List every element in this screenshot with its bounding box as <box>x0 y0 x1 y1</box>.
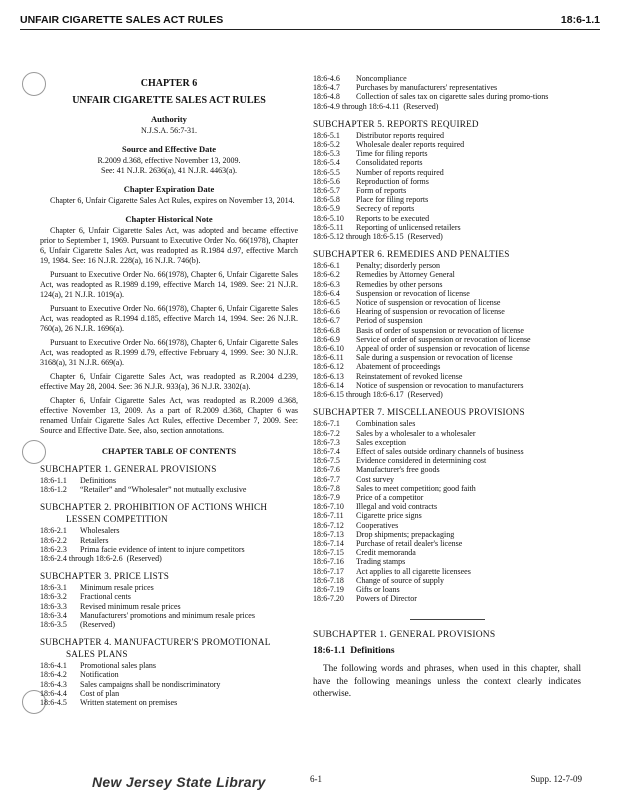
toc-section-number: 18:6-7.2 <box>313 428 340 438</box>
toc-section-number: 18:6-5.8 <box>313 195 340 205</box>
toc-section-title: Collection of sales tax on cigarette sales during promo-tions <box>356 92 549 102</box>
authority-heading: Authority <box>151 114 187 124</box>
subchapter-title: SUBCHAPTER 6. REMEDIES AND PENALTIES <box>313 249 510 260</box>
running-header <box>20 6 600 30</box>
toc-list <box>313 131 464 241</box>
toc-section-number: 18:6-6.12 <box>313 362 344 372</box>
toc-entry <box>313 344 531 353</box>
toc-entry <box>313 502 524 511</box>
toc-section-number: 18:6-3.3 <box>40 601 67 611</box>
toc-section-title: Manufacturer's free goods <box>356 465 440 475</box>
toc-section-title: Act applies to all cigarette licensees <box>356 566 471 576</box>
history-paragraph: Chapter 6, Unfair Cigarette Sales Act, was readopted as R.2004 d.239, effective May 28, 2004. See: 36 N.J.R. 933(a), 36 N.J.R. 3302(a). <box>40 372 298 391</box>
toc-section-number: 18:6-7.20 <box>313 594 344 604</box>
toc-section-title: Distributor reports required <box>356 130 444 140</box>
subchapter-heading: SUBCHAPTER 1. GENERAL PROVISIONS <box>313 630 496 641</box>
source-text: R.2009 d.368, effective November 13, 2009. <box>97 156 241 165</box>
toc-section-title: Reporting of unlicensed retailers <box>356 222 461 232</box>
toc-entry <box>313 232 464 241</box>
toc-section-title: Suspension or revocation of license <box>356 288 470 298</box>
toc-entry <box>40 611 255 620</box>
toc-entry <box>313 223 464 232</box>
toc-section-number: 18:6-5.3 <box>313 149 340 159</box>
toc-section-number: 18:6-6.6 <box>313 307 340 317</box>
toc-entry <box>40 526 245 535</box>
toc-section-number: 18:6-6.1 <box>313 261 340 271</box>
toc-section-title: (Reserved) <box>407 390 443 400</box>
toc-section-number: 18:6-5.6 <box>313 176 340 186</box>
toc-section-title: Manufacturers' promotions and minimum resale prices <box>80 610 255 620</box>
toc-section-number: 18:6-6.13 <box>313 371 344 381</box>
toc-list <box>40 476 246 494</box>
toc-section-number: 18:6-6.14 <box>313 380 344 390</box>
toc-list <box>40 583 255 629</box>
toc-section-number: 18:6-2.3 <box>40 544 67 554</box>
toc-entry <box>40 602 255 611</box>
toc-entry <box>40 680 220 689</box>
toc-section-number: 18:6-7.8 <box>313 483 340 493</box>
section-number: 18:6-1.1 <box>313 646 346 657</box>
toc-section-number: 18:6-4.8 <box>313 92 340 102</box>
toc-entry <box>313 131 464 140</box>
supplement-date: Supp. 12-7-09 <box>530 774 582 784</box>
toc-entry <box>313 140 464 149</box>
toc-section-title: Gifts or loans <box>356 584 400 594</box>
toc-section-title: Appeal of order of suspension or revocation of license <box>356 344 530 354</box>
toc-section-title: Secrecy of reports <box>356 204 415 214</box>
toc-section-title: Cigarette price signs <box>356 511 422 521</box>
subchapter-title: SUBCHAPTER 7. MISCELLANEOUS PROVISIONS <box>313 407 525 418</box>
toc-entry <box>40 670 220 679</box>
toc-entry <box>313 539 524 548</box>
toc-section-title: Purchases by manufacturers' representatives <box>356 83 498 93</box>
toc-section-title: Price of a competitor <box>356 492 424 502</box>
toc-right <box>313 119 581 604</box>
source-citation: See: 41 N.J.R. 2636(a), 41 N.J.R. 4463(a). <box>101 166 237 175</box>
toc-section-title: Purchase of retail dealer's license <box>356 538 463 548</box>
toc-section-title: (Reserved) <box>126 554 162 564</box>
toc-section-title: Revised minimum resale prices <box>80 601 181 611</box>
toc-section-title: Powers of Director <box>356 594 417 604</box>
toc-section-number: 18:6-7.5 <box>313 456 340 466</box>
toc-section-title: Combination sales <box>356 419 416 429</box>
toc-entry <box>313 362 531 371</box>
toc-entry <box>313 372 531 381</box>
toc-entry <box>313 195 464 204</box>
chapter-number: CHAPTER 6 <box>140 78 198 89</box>
toc-section-number: 18:6-2.4 through 18:6-2.6 <box>40 554 123 564</box>
toc-entry <box>313 83 548 92</box>
toc-section-number: 18:6-5.5 <box>313 167 340 177</box>
toc-section-title: Wholesalers <box>80 526 120 536</box>
toc-entry <box>313 557 524 566</box>
subchapter-title: SUBCHAPTER 3. PRICE LISTS <box>40 571 170 582</box>
toc-section-number: 18:6-4.1 <box>40 661 67 671</box>
toc-section-title: Written statement on premises <box>80 698 178 708</box>
toc-section-title: (Reserved) <box>80 620 116 630</box>
toc-section-title: Abatement of proceedings <box>356 362 441 372</box>
toc-section-number: 18:6-7.7 <box>313 474 340 484</box>
toc-entry <box>313 335 531 344</box>
toc-section-title: Time for filing reports <box>356 149 428 159</box>
toc-section-number: 18:6-5.9 <box>313 204 340 214</box>
section-heading <box>313 646 581 656</box>
toc-section-number: 18:6-4.4 <box>40 688 67 698</box>
toc-section-number: 18:6-7.16 <box>313 557 344 567</box>
toc-heading: CHAPTER TABLE OF CONTENTS <box>101 446 237 456</box>
toc-entry <box>313 102 548 111</box>
toc-entry <box>313 429 524 438</box>
toc-entry <box>40 698 220 707</box>
toc-section-number: 18:6-6.7 <box>313 316 340 326</box>
toc-list <box>40 661 220 707</box>
toc-section-number: 18:6-6.4 <box>313 288 340 298</box>
toc-section-title: Change of source of supply <box>356 575 444 585</box>
toc-section-number: 18:6-3.5 <box>40 620 67 630</box>
toc-entry <box>40 592 255 601</box>
toc-entry <box>313 493 524 502</box>
toc-entry <box>313 419 524 428</box>
toc-section-number: 18:6-3.4 <box>40 610 67 620</box>
toc-section-number: 18:6-4.2 <box>40 670 67 680</box>
toc-section-title: Notice of suspension or revocation to manufacturers <box>356 380 524 390</box>
toc-section-number: 18:6-7.12 <box>313 520 344 530</box>
toc-section-number: 18:6-7.3 <box>313 437 340 447</box>
toc-entry <box>313 567 524 576</box>
section-title: Definitions <box>350 646 395 657</box>
toc-section-title: Illegal and void contracts <box>356 502 438 512</box>
toc-section-title: Notice of suspension or revocation of license <box>356 298 501 308</box>
right-column <box>313 74 581 700</box>
section-divider <box>410 619 485 620</box>
toc-entry <box>313 316 531 325</box>
toc-section-title: Cooperatives <box>356 520 399 530</box>
toc-continued <box>313 74 548 111</box>
toc-section-number: 18:6-7.4 <box>313 446 340 456</box>
toc-list <box>313 261 531 399</box>
toc-section-number: 18:6-7.9 <box>313 492 340 502</box>
subchapter-title-continued: SALES PLANS <box>66 649 128 660</box>
source-heading: Source and Effective Date <box>121 144 217 154</box>
toc-section-number: 18:6-6.8 <box>313 325 340 335</box>
toc-entry <box>313 214 464 223</box>
toc-section-number: 18:6-5.2 <box>313 140 340 150</box>
toc-entry <box>313 390 531 399</box>
subchapter-title: SUBCHAPTER 5. REPORTS REQUIRED <box>313 118 479 129</box>
toc-entry <box>313 149 464 158</box>
toc-section-number: 18:6-6.10 <box>313 344 344 354</box>
history-paragraph: Pursuant to Executive Order No. 66(1978), Chapter 6, Unfair Cigarette Sales Act, was readopted as R.1994 d.185, effective March 14, 1994. See: 26 N.J.R. 760(a), 26 N.J.R. 1696(a). <box>40 304 298 333</box>
header-title: UNFAIR CIGARETTE SALES ACT RULES <box>20 14 224 26</box>
history-paragraph: Chapter 6, Unfair Cigarette Sales Act, was adopted and became effective prior to September 1, 1969. Pursuant to Executive Order No. 66(1978), Chapter 6, Unfair Cigarette Sales Act, was readopted as R.1984 d.97, effective March 19, 1984. See: 16 N.J.R. 228(a), 16 N.J.R. 746(b). <box>40 226 298 265</box>
toc-section-title: Service of order of suspension or revocation of license <box>356 334 531 344</box>
toc-section-title: Consolidated reports <box>356 158 423 168</box>
toc-section-title: Cost of plan <box>80 688 120 698</box>
toc-section-title: Minimum resale prices <box>80 583 154 593</box>
toc-entry <box>313 585 524 594</box>
toc-entry-range <box>40 554 245 563</box>
toc-section-number: 18:6-6.9 <box>313 334 340 344</box>
toc-section-number: 18:6-7.14 <box>313 538 344 548</box>
toc-section-number: 18:6-3.1 <box>40 583 67 593</box>
toc-entry <box>313 298 531 307</box>
header-section: 18:6-1.1 <box>560 14 600 26</box>
toc-entry <box>313 326 531 335</box>
toc-section-title: (Reserved) <box>403 101 439 111</box>
toc-section-title: Form of reports <box>356 186 407 196</box>
toc-section-number: 18:6-5.10 <box>313 213 344 223</box>
toc-entry <box>313 465 524 474</box>
toc-section-title: Promotional sales plans <box>80 661 156 671</box>
toc-section-title: Definitions <box>80 476 116 485</box>
toc-entry <box>313 158 464 167</box>
toc-left <box>40 464 298 707</box>
toc-section-number: 18:6-5.7 <box>313 186 340 196</box>
toc-list <box>40 526 245 563</box>
toc-entry <box>313 204 464 213</box>
toc-section-number: 18:6-6.2 <box>313 270 340 280</box>
toc-entry <box>313 594 524 603</box>
subchapter-title: SUBCHAPTER 1. GENERAL PROVISIONS <box>40 464 217 474</box>
toc-entry <box>40 476 246 485</box>
subchapter-title-continued: LESSEN COMPETITION <box>66 514 168 525</box>
toc-entry <box>40 485 246 494</box>
toc-section-number: 18:6-7.11 <box>313 511 344 521</box>
history-paragraph: Chapter 6, Unfair Cigarette Sales Act, was readopted as R.2009 d.368, effective November 13, 2009. As a part of R.2009 d.368, Chapter 6 was renamed Unfair Cigarette Sales Act Rules, effective December 7, 2009. See: Source and Effective Date. See, also, section annotations. <box>40 396 298 435</box>
toc-section-title: Effect of sales outside ordinary channels of business <box>356 446 524 456</box>
toc-section-title: Reproduction of forms <box>356 176 429 186</box>
toc-entry <box>40 583 255 592</box>
toc-section-number: 18:6-7.1 <box>313 419 340 429</box>
toc-entry <box>313 92 548 101</box>
toc-entry-range <box>313 232 464 241</box>
authority-text: N.J.S.A. 56:7-31. <box>140 126 197 135</box>
toc-entry <box>313 484 524 493</box>
toc-entry <box>40 554 245 563</box>
toc-section-number: 18:6-6.3 <box>313 279 340 289</box>
toc-entry-range <box>313 390 531 399</box>
toc-section-number: 18:6-7.15 <box>313 548 344 558</box>
subchapter-title: SUBCHAPTER 2. PROHIBITION OF ACTIONS WHICH <box>40 502 268 513</box>
toc-entry <box>313 511 524 520</box>
toc-section-title: Reinstatement of revoked license <box>356 371 463 381</box>
toc-section-title: Prima facie evidence of intent to injure competitors <box>80 544 245 554</box>
toc-section-number: 18:6-5.12 through 18:6-5.15 <box>313 232 404 242</box>
toc-section-number: 18:6-6.15 through 18:6-6.17 <box>313 390 404 400</box>
toc-section-title: Basis of order of suspension or revocation of license <box>356 325 524 335</box>
history-paragraph: Pursuant to Executive Order No. 66(1978), Chapter 6, Unfair Cigarette Sales Act, was readopted as R.1999 d.79, effective February 4, 1999. See: 30 N.J.R. 3168(a), 31 N.J.R. 669(a). <box>40 338 298 367</box>
toc-section-title: Penalty; disorderly person <box>356 261 440 271</box>
toc-section-title: Remedies by Attorney General <box>356 270 455 280</box>
toc-section-number: 18:6-7.18 <box>313 575 344 585</box>
toc-section-title: Drop shipments; prepackaging <box>356 529 455 539</box>
toc-section-title: Sales by a wholesaler to a wholesaler <box>356 428 476 438</box>
toc-entry <box>40 536 245 545</box>
toc-section-number: 18:6-7.19 <box>313 584 344 594</box>
toc-section-title: Reports to be executed <box>356 213 430 223</box>
toc-section-title: Sales campaigns shall be nondiscriminatory <box>80 679 221 689</box>
toc-section-number: 18:6-7.10 <box>313 502 344 512</box>
toc-section-number: 18:6-4.3 <box>40 679 67 689</box>
toc-section-title: Evidence considered in determining cost <box>356 456 487 466</box>
toc-section-title: (Reserved) <box>407 232 443 242</box>
toc-section-number: 18:6-2.2 <box>40 535 67 545</box>
toc-section-title: Noncompliance <box>356 74 407 83</box>
toc-section-title: Remedies by other persons <box>356 279 443 289</box>
toc-entry <box>313 261 531 270</box>
toc-section-number: 18:6-5.1 <box>313 130 340 140</box>
page-number: 6-1 <box>310 774 322 784</box>
toc-section-title: Notification <box>80 670 119 680</box>
toc-section-number: 18:6-6.11 <box>313 353 344 363</box>
toc-section-number: 18:6-7.17 <box>313 566 344 576</box>
toc-section-number: 18:6-1.1 <box>40 476 67 485</box>
subchapter-title: SUBCHAPTER 4. MANUFACTURER'S PROMOTIONAL <box>40 637 271 648</box>
toc-entry-range <box>313 102 548 111</box>
toc-entry <box>40 545 245 554</box>
toc-entry <box>313 270 531 279</box>
toc-entry <box>40 661 220 670</box>
toc-section-title: Fractional cents <box>80 592 131 602</box>
toc-section-title: Credit memoranda <box>356 548 416 558</box>
toc-entry <box>313 438 524 447</box>
toc-section-title: Sales to meet competition; good faith <box>356 483 476 493</box>
toc-section-title: Cost survey <box>356 474 394 484</box>
toc-entry <box>313 177 464 186</box>
history-heading: Chapter Historical Note <box>125 214 213 224</box>
toc-section-number: 18:6-4.9 through 18:6-4.11 <box>313 101 400 111</box>
toc-section-number: 18:6-3.2 <box>40 592 67 602</box>
toc-section-number: 18:6-5.4 <box>313 158 340 168</box>
toc-section-number: 18:6-6.5 <box>313 298 340 308</box>
toc-entry <box>40 620 255 629</box>
toc-section-title: Period of suspension <box>356 316 423 326</box>
toc-entry <box>313 74 548 83</box>
toc-entry <box>313 475 524 484</box>
left-column <box>40 78 298 707</box>
toc-section-number: 18:6-1.2 <box>40 485 67 495</box>
toc-section-title: Number of reports required <box>356 167 444 177</box>
expiration-heading: Chapter Expiration Date <box>123 184 215 194</box>
toc-entry <box>313 307 531 316</box>
toc-entry <box>313 280 531 289</box>
toc-section-title: Retailers <box>80 535 109 545</box>
toc-section-title: Hearing of suspension or revocation of license <box>356 307 505 317</box>
toc-section-title: Wholesale dealer reports required <box>356 140 465 150</box>
toc-entry <box>313 576 524 585</box>
toc-entry <box>313 353 531 362</box>
definitions-intro: The following words and phrases, when used in this chapter, shall have the following meanings unless the context clearly indicates otherwise. <box>313 663 581 699</box>
toc-entry <box>40 689 220 698</box>
toc-section-number: 18:6-2.1 <box>40 526 67 536</box>
toc-section-number: 18:6-7.6 <box>313 465 340 475</box>
toc-section-title: Trading stamps <box>356 557 406 567</box>
history-paragraph: Pursuant to Executive Order No. 66(1978), Chapter 6, Unfair Cigarette Sales Act, was readopted as R.1989 d.199, effective March 14, 1989. See: 21 N.J.R. 124(a), 21 N.J.R. 1019(a). <box>40 270 298 299</box>
toc-entry <box>313 186 464 195</box>
toc-section-number: 18:6-4.7 <box>313 83 340 93</box>
page-footer <box>0 760 620 800</box>
toc-section-title: “Retailer” and “Wholesaler” not mutually exclusive <box>80 485 247 495</box>
toc-entry <box>313 548 524 557</box>
toc-entry <box>313 289 531 298</box>
toc-list <box>313 419 524 603</box>
expiration-text: Chapter 6, Unfair Cigarette Sales Act Rules, expires on November 13, 2014. <box>50 196 295 205</box>
toc-entry <box>313 521 524 530</box>
library-stamp: New Jersey State Library <box>92 774 266 790</box>
toc-section-number: 18:6-4.6 <box>313 74 340 83</box>
toc-entry <box>313 168 464 177</box>
toc-section-title: Sales exception <box>356 437 406 447</box>
toc-section-title: Place for filing reports <box>356 195 429 205</box>
toc-entry <box>313 381 531 390</box>
toc-section-number: 18:6-4.5 <box>40 698 67 708</box>
toc-section-number: 18:6-7.13 <box>313 529 344 539</box>
toc-section-number: 18:6-5.11 <box>313 222 344 232</box>
toc-entry <box>313 530 524 539</box>
chapter-title: UNFAIR CIGARETTE SALES ACT RULES <box>72 95 266 106</box>
toc-section-title: Sale during a suspension or revocation of license <box>356 353 513 363</box>
toc-entry <box>313 456 524 465</box>
toc-entry <box>313 447 524 456</box>
